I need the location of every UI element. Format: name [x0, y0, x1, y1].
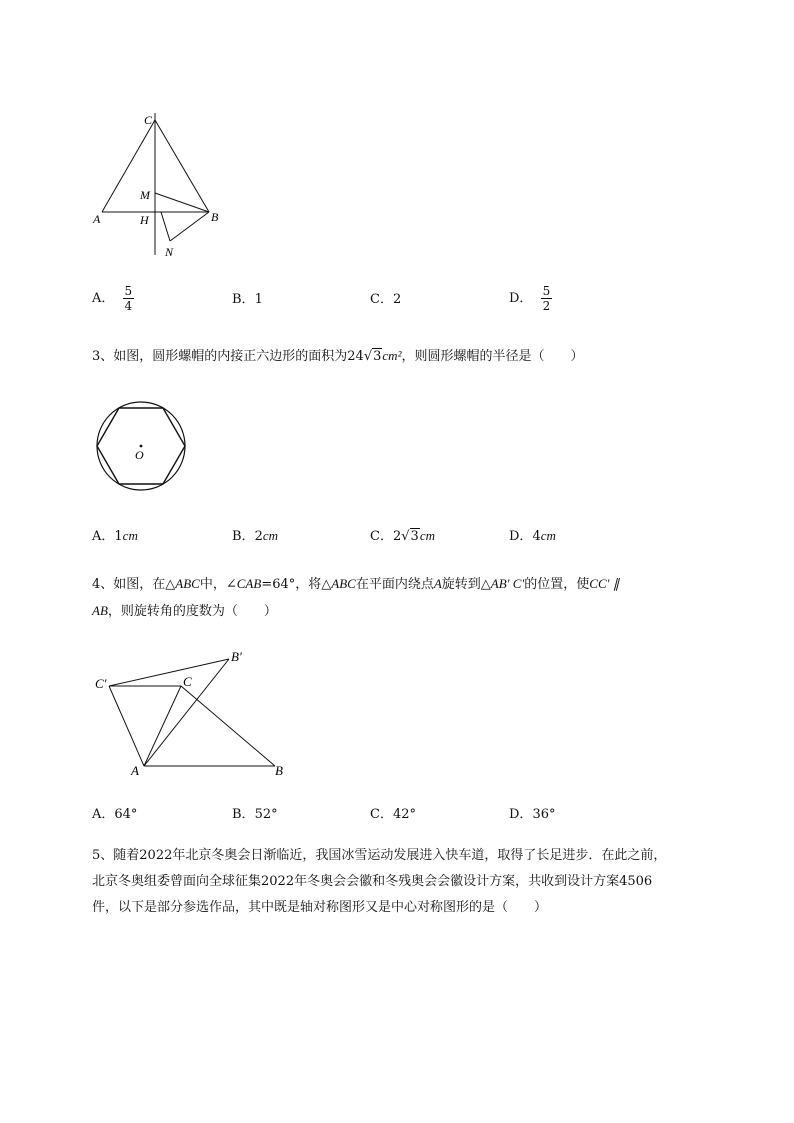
q2-option-d-den: 2: [542, 299, 551, 313]
q2-option-d-num: 5: [542, 284, 551, 298]
q4-text-rest: ，则旋转角的度数为（ ）: [107, 604, 277, 619]
q3-option-d-unit: cm: [540, 528, 556, 543]
q2-label-h: H: [140, 213, 149, 227]
q4-line-cprime-a: [109, 686, 144, 766]
q4-option-c[interactable]: [370, 805, 416, 825]
q3-option-a[interactable]: [92, 526, 138, 547]
q4-text-5: 旋转到△: [441, 577, 491, 592]
q2-line-cb: [155, 120, 209, 212]
q2-option-b[interactable]: [232, 290, 263, 310]
q2-label-n: N: [165, 245, 174, 259]
q2-option-c-letter: C．: [370, 292, 393, 307]
q4-option-b-text: 52°: [254, 807, 278, 822]
q2-label-m: M: [140, 188, 150, 202]
q4-text-1: 4、如图，在△: [92, 577, 176, 592]
q4-text-abc-prime: AB′ C′: [490, 576, 525, 591]
q3-option-b-letter: B．: [232, 529, 255, 544]
q4-text-ab: AB: [92, 603, 108, 618]
q3-option-a-value: 1: [114, 529, 123, 544]
q5-stem-line3: 件，以下是部分参选作品，其中既是轴对称图形又是中心对称图形的是（ ）: [92, 900, 548, 915]
q4-label-c: C: [183, 674, 192, 689]
q2-option-d-fraction: [541, 284, 553, 313]
q3-option-c-unit: cm: [419, 528, 435, 543]
q2-line-mb: [155, 193, 209, 212]
q2-label-b: B: [211, 210, 219, 224]
q4-text-cab: CAB: [236, 576, 262, 591]
q2-figure: [85, 105, 225, 265]
q4-text-2: 中，∠: [199, 577, 237, 592]
q3-center-label: O: [135, 448, 144, 462]
q2-option-b-letter: B．: [232, 292, 255, 307]
q3-option-d-value: 4: [532, 529, 541, 544]
q2-option-d[interactable]: [509, 284, 552, 313]
q4-option-b-letter: B．: [232, 807, 255, 822]
q3-stem-after: ，则圆形螺帽的半径是（ ）: [401, 349, 584, 364]
q2-option-d-letter: D．: [509, 291, 533, 306]
q2-option-c-text: 2: [392, 292, 402, 307]
q3-option-a-letter: A．: [92, 529, 115, 544]
q4-option-a-letter: A．: [92, 807, 115, 822]
q3-figure: [92, 398, 192, 498]
q4-text-a: A: [433, 576, 442, 591]
q4-option-a-text: 64°: [114, 807, 138, 822]
q4-label-bprime: B′: [231, 649, 242, 664]
q3-option-c-letter: C．: [370, 529, 393, 544]
q2-label-c: C: [144, 113, 153, 127]
q4-stem-line1: [92, 571, 619, 598]
q4-option-d-text: 36°: [532, 807, 556, 822]
q2-option-b-text: 1: [254, 292, 263, 307]
q3-option-d-letter: D．: [509, 529, 533, 544]
q3-stem-unit: cm²: [382, 348, 402, 363]
q4-text-cc: CC′ ∥: [589, 576, 620, 591]
q4-text-abc: ABC: [175, 576, 200, 591]
q4-option-d-letter: D．: [509, 807, 533, 822]
q3-option-a-unit: cm: [122, 528, 138, 543]
q4-option-c-letter: C．: [370, 807, 393, 822]
q2-option-a-num: 5: [124, 284, 133, 298]
q3-option-c-value: 2: [392, 529, 402, 544]
q3-stem: [92, 343, 583, 370]
q4-option-a[interactable]: [92, 805, 137, 825]
q4-option-c-text: 42°: [392, 807, 416, 822]
q3-stem-sqrt: √3: [363, 349, 382, 364]
q2-option-c[interactable]: [370, 290, 401, 310]
q2-label-a: A: [93, 212, 101, 226]
q4-label-a: A: [131, 763, 139, 778]
q2-option-a-fraction: [123, 284, 135, 313]
q4-text-abc2: ABC: [331, 576, 356, 591]
q3-option-b-unit: cm: [262, 528, 279, 543]
q5-stem-line2: 北京冬奥组委曾面向全球征集2022年冬奥会会徽和冬残奥会会徽设计方案，共收到设计方案4506: [92, 874, 653, 889]
q4-text-3: =64°，将△: [261, 577, 332, 592]
q3-center-dot: [140, 445, 143, 448]
q4-label-b: B: [275, 763, 283, 778]
q4-label-cprime: C′: [95, 676, 107, 691]
q4-stem-line2: [92, 598, 277, 625]
q3-option-b[interactable]: [232, 526, 278, 547]
q3-stem-before: 3、如图，圆形螺帽的内接正六边形的面积为24: [92, 349, 364, 364]
q2-line-bn: [170, 212, 209, 241]
q4-option-b[interactable]: [232, 805, 278, 825]
q2-option-a-letter: A．: [92, 291, 115, 306]
q3-option-b-value: 2: [254, 529, 263, 544]
q4-text-6: 的位置，使: [524, 577, 590, 592]
q4-option-d[interactable]: [509, 805, 555, 825]
q4-text-4: 在平面内绕点: [355, 577, 434, 592]
q5-stem-line1: 5、随着2022年北京冬奥会日渐临近，我国冰雪运动发展进入快车道，取得了长足进步．在此之前，: [92, 848, 667, 863]
q4-line-c-b: [181, 686, 275, 766]
q2-line-nm: [161, 212, 170, 241]
q3-option-d[interactable]: [509, 526, 556, 547]
q2-option-a[interactable]: [92, 284, 134, 313]
q4-figure: [85, 640, 305, 790]
q2-option-a-den: 4: [124, 299, 133, 313]
q3-option-c-sqrt: √3: [401, 529, 419, 544]
q3-option-c[interactable]: [370, 526, 435, 547]
